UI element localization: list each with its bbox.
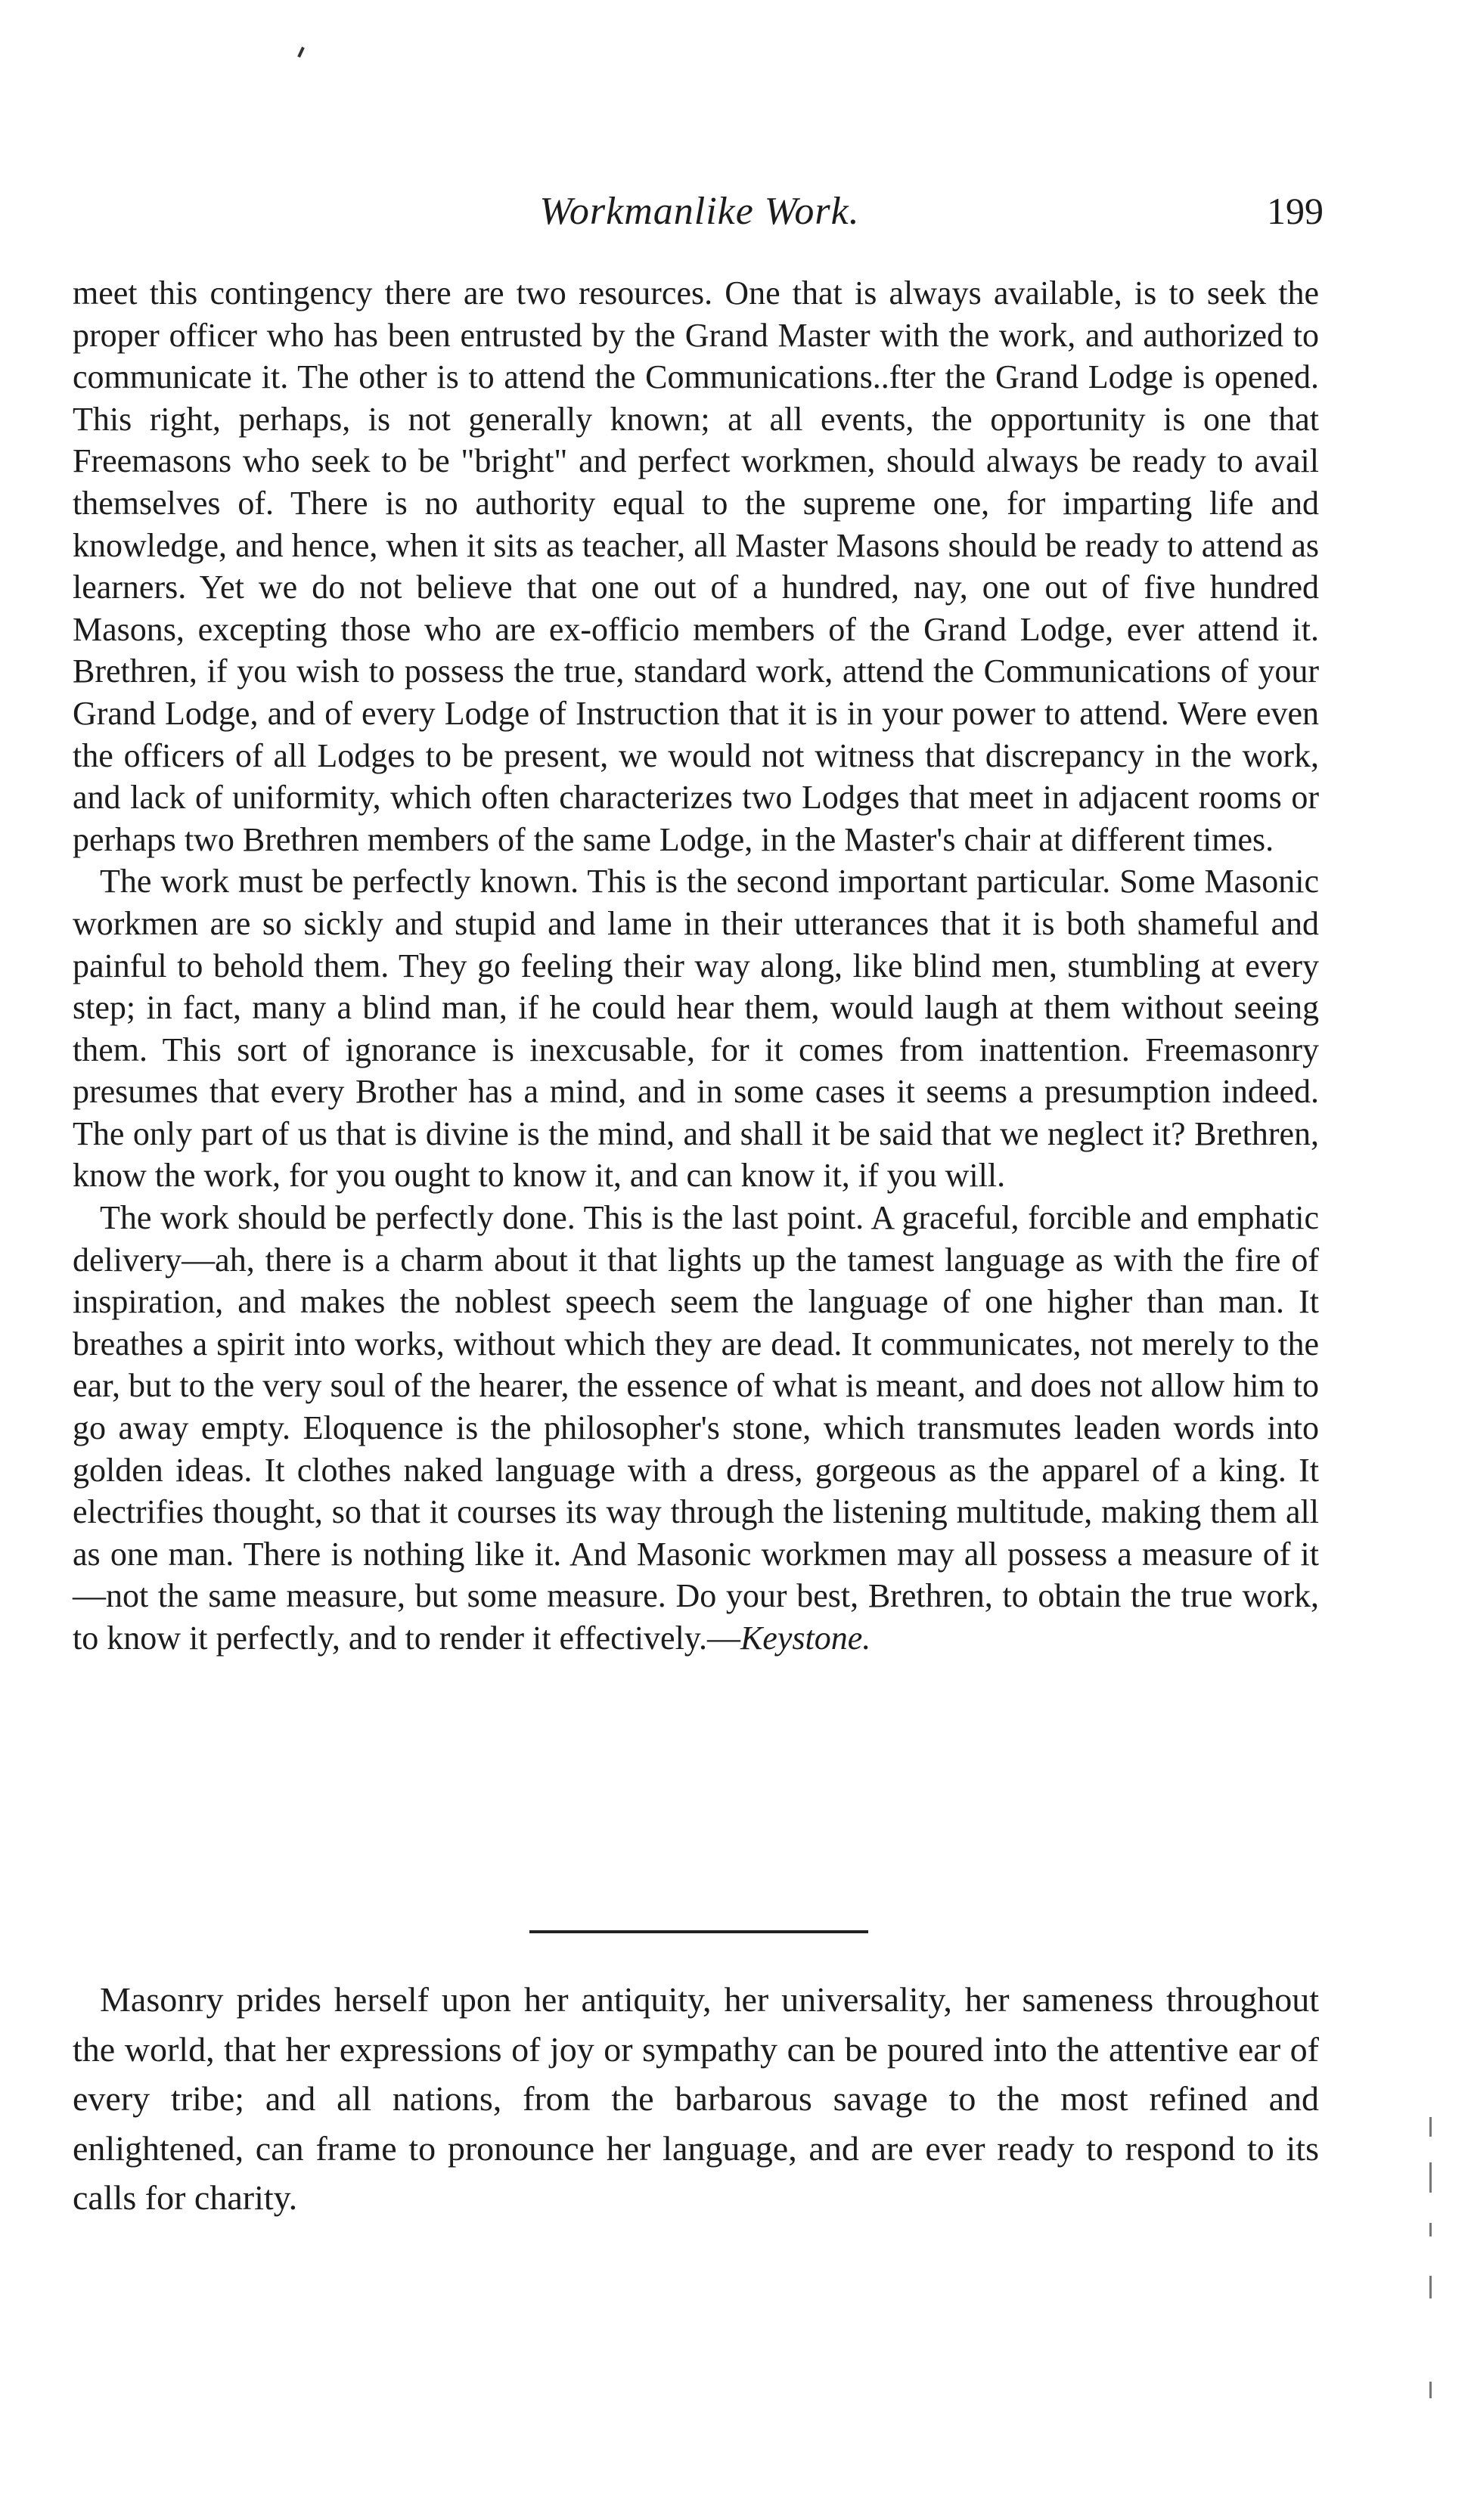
margin-mark (1429, 2276, 1432, 2298)
article-body (73, 272, 1319, 1660)
article-paragraph-text: The work should be perfectly done. This is the last point. A graceful, forcible and emphatic delivery—ah, there is a charm about it that lights up the tamest language as with the fire of inspiration, and makes the noblest speech seem the language of one higher than man. It breathes a spirit into works, without which they are dead. It communicates, not merely to the ear, but to the very soul of the hearer, the essence of what is meant, and does not allow him to go away empty. Eloquence is the philosopher's stone, which transmutes leaden words into golden ideas. It clothes naked language with a dress, gorgeous as the apparel of a king. It electrifies thought, so that it courses its way through the listening multitude, making them all as one man. There is nothing like it. And Masonic workmen may all possess a measure of it—not the same measure, but some measure. Do your best, Brethren, to obtain the true work, to know it perfectly, and to render it effectively.— (73, 1199, 1319, 1657)
margin-mark (1429, 2223, 1432, 2236)
margin-mark (1429, 2162, 1432, 2193)
masonry-quote (73, 1975, 1319, 2223)
ink-speck (297, 47, 305, 57)
margin-mark (1429, 2382, 1432, 2398)
margin-mark (1429, 2117, 1432, 2137)
article-paragraph: meet this contingency there are two resources. One that is always available, is to seek the proper officer who has been entrusted by the Grand Master with the work, and authorized to communicate it. The other is to attend the Communications..fter the Grand Lodge is opened. This right, perhaps, is not generally known; at all events, the opportunity is one that Freemasons who seek to be "bright" and perfect workmen, should always be ready to avail themselves of. There is no authority equal to the supreme one, for imparting life and knowledge, and hence, when it sits as teacher, all Master Masons should be ready to attend as learners. Yet we do not believe that one out of a hundred, nay, one out of five hundred Masons, excepting those who are ex-officio members of the Grand Lodge, ever attend it. Brethren, if you wish to possess the true, standard work, attend the Communications of your Grand Lodge, and of every Lodge of Instruction that it is in your power to attend. Were even the officers of all Lodges to be present, we would not witness that discrepancy in the work, and lack of uniformity, which often characterizes two Lodges that meet in adjacent rooms or perhaps two Brethren members of the same Lodge, in the Master's chair at different times. (73, 274, 1319, 858)
page-number: 199 (1267, 190, 1324, 232)
article-source: Keystone. (740, 1620, 871, 1657)
article-paragraph: The work must be perfectly known. This is the second important particular. Some Masonic workmen are so sickly and stupid and lame in their utterances that it is both shameful and painful to behold them. They go feeling their way along, like blind men, stumbling at every step; in fact, many a blind man, if he could hear them, would laugh at them without seeing them. This sort of ignorance is inexcusable, for it comes from inattention. Freemasonry presumes that every Brother has a mind, and in some cases it seems a presumption indeed. The only part of us that is divine is the mind, and shall it be said that we neglect it? Brethren, know the work, for you ought to know it, and can know it, if you will. (73, 863, 1319, 1195)
quote-paragraph: Masonry prides herself upon her antiquity, her universality, her sameness throughout the world, that her expressions of joy or sympathy can be poured into the attentive ear of every tribe; and all nations, from the barbarous savage to the most refined and enlightened, can frame to pronounce her language, and are ever ready to respond to its calls for charity. (73, 1980, 1319, 2218)
section-divider (529, 1930, 868, 1933)
running-title: Workmanlike Work. (539, 190, 860, 233)
article-paragraph (73, 1197, 1319, 1660)
page-header (76, 189, 1324, 250)
